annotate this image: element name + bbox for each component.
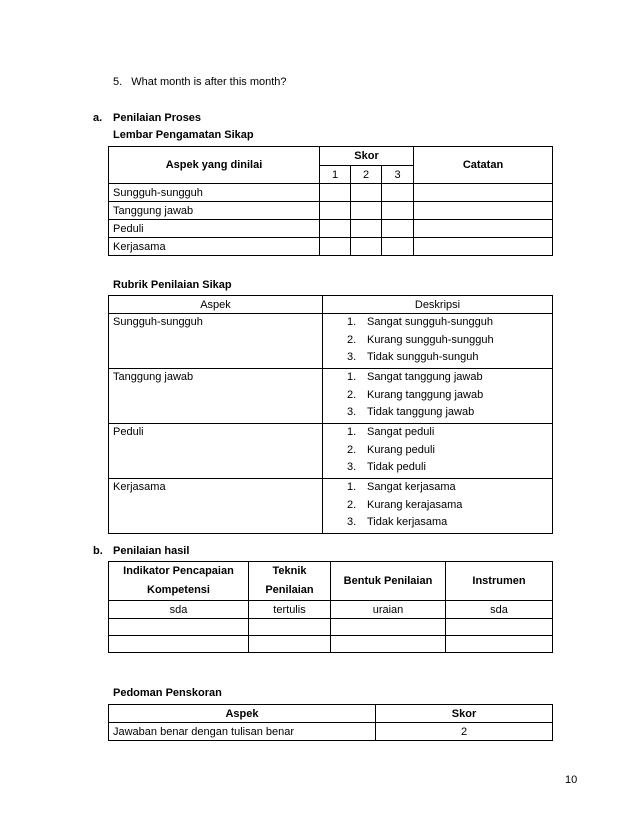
table-row (109, 184, 553, 202)
section-a-title: Penilaian Proses (113, 112, 202, 124)
rubric-table (108, 295, 553, 534)
rubric-description-list: 1. Sangat sungguh-sungguh 2. Kurang sungguh-sungguh 3. Tidak sungguh-sunguh (347, 316, 494, 363)
page-number: 10 (565, 774, 578, 786)
rubric-item: Kurang sungguh-sungguh (367, 333, 494, 346)
header-catatan: Catatan (414, 147, 553, 184)
rubric-aspect: Tanggung jawab (109, 369, 323, 424)
rubric-item: Tidak kerjasama (367, 516, 448, 528)
table-row (109, 220, 553, 238)
score-col-3: 3 (382, 166, 414, 184)
pedoman-title: Pedoman Penskoran (113, 687, 222, 699)
rubric-description-list: 1. Sangat kerjasama 2. Kurang kerajasama 3. Tidak kerjasama (347, 481, 463, 528)
rubric-aspect: Peduli (109, 424, 323, 479)
rubric-item: Sangat sungguh-sungguh (367, 316, 493, 328)
table-row (109, 202, 553, 220)
header-teknik-line1: Teknik (272, 565, 307, 577)
aspect-cell: Kerjasama (109, 238, 320, 256)
table-row (109, 619, 553, 636)
rubric-aspect: Sungguh-sungguh (109, 314, 323, 369)
rubric-item: Tidak peduli (367, 461, 426, 473)
table-row (109, 238, 553, 256)
rubric-description-list: 1. Sangat peduli 2. Kurang peduli 3. Tidak peduli (347, 426, 435, 473)
header-instrumen: Instrumen (446, 562, 553, 601)
rubric-item: Sangat peduli (367, 426, 435, 438)
header-indikator-line2: Kompetensi (147, 584, 210, 596)
rubric-item: Sangat kerjasama (367, 481, 456, 493)
rubric-item: Kurang peduli (367, 443, 435, 456)
aspect-cell: Peduli (109, 220, 320, 238)
scoring-aspect-cell: Jawaban benar dengan tulisan benar (109, 723, 376, 741)
question-5 (113, 76, 287, 88)
instrumen-cell: sda (446, 601, 553, 619)
header-skor: Skor (320, 147, 414, 166)
section-b-letter: b. (93, 545, 103, 557)
result-assessment-table (108, 561, 553, 653)
rubric-item: Tidak tanggung jawab (367, 406, 475, 418)
header-bentuk-penilaian: Bentuk Penilaian (331, 562, 446, 601)
teknik-cell: tertulis (249, 601, 331, 619)
bentuk-cell: uraian (331, 601, 446, 619)
section-a-subtitle: Lembar Pengamatan Sikap (113, 129, 254, 141)
score-col-2: 2 (351, 166, 382, 184)
rubric-description-list: 1. Sangat tanggung jawab 2. Kurang tanggung jawab 3. Tidak tanggung jawab (347, 371, 484, 418)
scoring-header-skor: Skor (376, 705, 553, 723)
scoring-guide-table (108, 704, 553, 741)
table-row (109, 636, 553, 653)
table-row (109, 369, 553, 424)
header-indikator-line1: Indikator Pencapaian (123, 565, 234, 577)
table-row (109, 314, 553, 369)
question-text: What month is after this month? (131, 76, 287, 88)
observation-table (108, 146, 553, 256)
section-b-title: Penilaian hasil (113, 545, 190, 557)
header-indikator (109, 562, 249, 601)
indikator-cell: sda (109, 601, 249, 619)
aspect-cell: Tanggung jawab (109, 202, 320, 220)
header-teknik-line2: Penilaian (265, 584, 314, 596)
rubric-aspect: Kerjasama (109, 479, 323, 534)
rubric-title: Rubrik Penilaian Sikap (113, 279, 232, 291)
header-aspek-dinilai: Aspek yang dinilai (109, 147, 320, 184)
rubric-item: Sangat tanggung jawab (367, 371, 483, 383)
rubric-item: Tidak sungguh-sunguh (367, 351, 479, 363)
rubric-item: Kurang kerajasama (367, 498, 463, 511)
table-row (109, 723, 553, 741)
scoring-score-cell: 2 (376, 723, 553, 741)
section-a-letter: a. (93, 112, 103, 124)
rubric-item: Kurang tanggung jawab (367, 388, 484, 401)
header-teknik (249, 562, 331, 601)
rubric-header-aspek: Aspek (109, 296, 323, 314)
table-row (109, 601, 553, 619)
table-row (109, 424, 553, 479)
scoring-header-aspek: Aspek (109, 705, 376, 723)
aspect-cell: Sungguh-sungguh (109, 184, 320, 202)
question-number: 5. (113, 76, 123, 88)
score-col-1: 1 (320, 166, 351, 184)
rubric-header-deskripsi: Deskripsi (323, 296, 553, 314)
table-row (109, 479, 553, 534)
